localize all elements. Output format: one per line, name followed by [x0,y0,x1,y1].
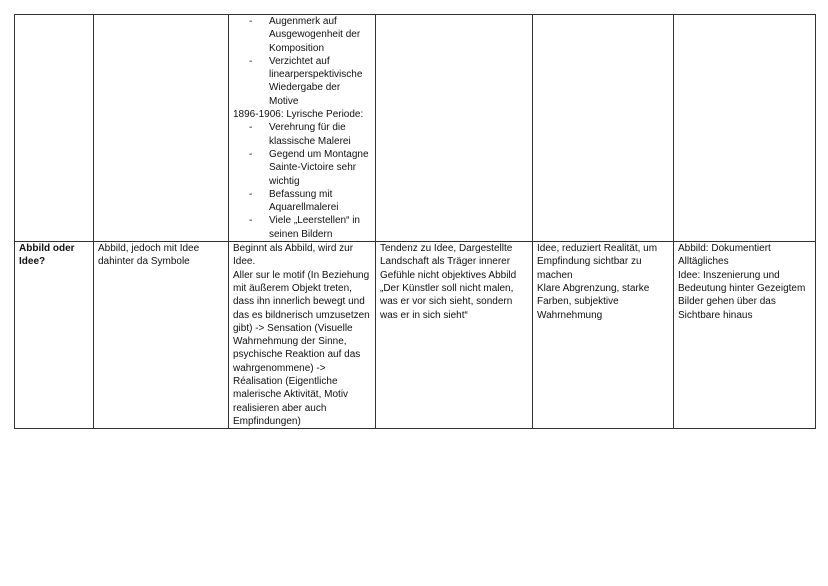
list-item: - Gegend um Montagne Sainte-Victoire sehr wichtig [233,148,371,188]
cell-line: Klare Abgrenzung, starke Farben, subjektive Wahrnehmung [537,282,650,321]
cell-line: Aller sur le motif (In Beziehung mit äußerem Objekt treten, dass ihn innerlich bewegt und das es bildnerisch umzusetzen gibt) -> Sensation (Visuelle Wahrnehmung der Sinne, psychische Reaktion auf das wahrgenommene) -> Réalisation (Eigentliche malerische Aktivität, Motiv realisieren aber auch Empfindungen) [233,269,370,427]
row-header: Abbild oder Idee? [15,242,94,429]
quote: „Der Künstler soll nicht malen, was er vor sich sieht, sondern was er in sich sieht“ [380,282,514,321]
table-cell [533,242,674,429]
cell-line: Tendenz zu Idee, Dargestellte Landschaft als Träger innerer Gefühle nicht objektives Abbild [380,243,517,281]
comparison-table [14,14,816,429]
bullet-list [233,121,371,241]
table-cell [376,15,533,242]
list-item: - Viele „Leerstellen“ in seinen Bildern [233,214,371,241]
period-heading: 1896-1906: Lyrische Periode: [233,109,364,121]
cell-line: Beginnt als Abbild, wird zur Idee. [233,243,354,268]
table-cell [229,242,376,429]
list-item: - Verehrung für die klassische Malerei [233,121,371,148]
table-cell [376,242,533,429]
cell-line: Idee: Inszenierung und Bedeutung hinter Gezeigtem [678,269,806,294]
table-cell [94,15,229,242]
list-item: - Augenmerk auf Ausgewogenheit der Komposition [233,15,371,55]
table-cell [15,15,94,242]
cell-line: Bilder gehen über das Sichtbare hinaus [678,296,776,321]
bullet-list [233,15,371,108]
table-cell: Abbild, jedoch mit Idee dahinter da Symbole [94,242,229,429]
table-cell [674,15,816,242]
table-cell [229,15,376,242]
table-row [15,242,816,429]
table-cell [533,15,674,242]
cell-line: Abbild: Dokumentiert Alltägliches [678,243,771,268]
table-cell [674,242,816,429]
table-row [15,15,816,242]
list-item: - Befassung mit Aquarellmalerei [233,188,371,215]
list-item: - Verzichtet auf linearperspektivische Wiedergabe der Motive [233,55,371,108]
cell-line: Idee, reduziert Realität, um Empfindung sichtbar zu machen [537,243,658,281]
